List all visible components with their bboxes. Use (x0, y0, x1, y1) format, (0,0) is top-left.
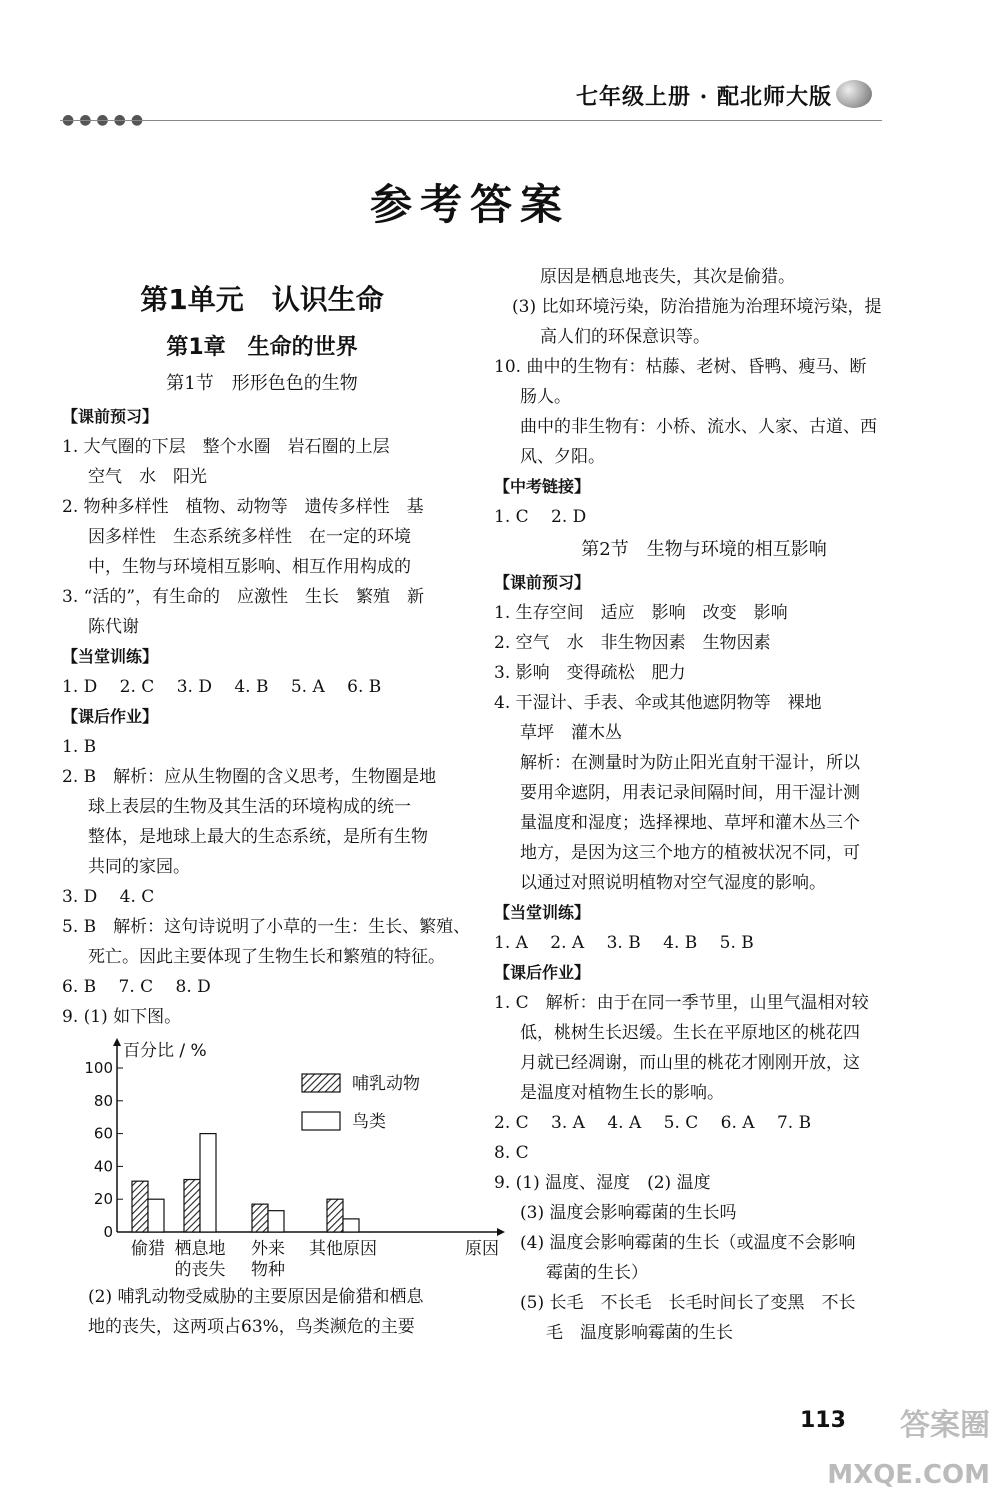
answer-line: 2. C 3. A 4. A 5. C 6. A 7. B (494, 1113, 812, 1133)
answer-line: 曲中的非生物有：小桥、流水、人家、古道、西 (520, 417, 877, 437)
answer-line: 地方，是因为这三个地方的植被状况不同，可 (520, 843, 860, 863)
y-tick-label: 40 (93, 1157, 113, 1176)
answer-line: 1. C 2. D (494, 507, 587, 527)
answer-line: 1. D 2. C 3. D 4. B 5. A 6. B (62, 677, 382, 697)
answer-line: 霉菌的生长） (546, 1263, 648, 1283)
tag-homework: 【课后作业】 (494, 963, 591, 982)
answer-line: 空气 水 阳光 (88, 467, 207, 487)
answer-line: 量温度和湿度；选择裸地、草坪和灌木丛三个 (520, 813, 860, 833)
tag-homework: 【课后作业】 (62, 707, 159, 726)
section-title: 第2节 生物与环境的相互影响 (581, 539, 827, 560)
chapter-title: 第1章 生命的世界 (166, 335, 358, 360)
y-axis-arrow (113, 1038, 121, 1046)
answer-line: 肠人。 (520, 387, 571, 407)
answer-line: 3. 影响 变得疏松 肥力 (494, 663, 686, 683)
answer-line: 地的丧失，这两项占63%，鸟类濒危的主要 (88, 1317, 415, 1337)
answer-line: 月就已经凋谢，而山里的桃花才刚刚开放，这 (520, 1053, 860, 1073)
answer-line: 低，桃树生长迟缓。生长在平原地区的桃花四 (520, 1023, 860, 1043)
answer-line: 1. C 解析：由于在同一季节里，山里气温相对较 (494, 993, 869, 1013)
answer-line: 解析：在测量时为防止阳光直射干湿计，所以 (520, 753, 860, 773)
answer-line: 1. A 2. A 3. B 4. B 5. B (494, 933, 754, 953)
answer-line: 中，生物与环境相互影响、相互作用构成的 (88, 557, 411, 577)
answer-line: 共同的家园。 (88, 857, 190, 877)
tag-pre: 【课前预习】 (494, 573, 591, 592)
answer-line: 3. D 4. C (62, 887, 155, 907)
bar-bird (200, 1134, 216, 1232)
header-rule (60, 120, 882, 121)
answer-line: 6. B 7. C 8. D (62, 977, 211, 997)
answer-line: 5. B 解析：这句诗说明了小草的一生：生长、繁殖、 (62, 917, 471, 937)
x-axis-label: 原因 (465, 1239, 499, 1259)
legend-swatch-bird (302, 1112, 340, 1130)
answer-line: 8. C (494, 1143, 529, 1163)
x-tick-label: 栖息地 (174, 1239, 226, 1259)
watermark-url: MXQE.COM (827, 1460, 990, 1490)
answer-line: 9. (1) 温度、湿度 (2) 温度 (494, 1173, 711, 1193)
x-tick-label: 的丧失 (174, 1260, 226, 1280)
tag-exam: 【中考链接】 (494, 477, 591, 496)
answer-line: 死亡。因此主要体现了生物生长和繁殖的特征。 (88, 947, 445, 967)
x-tick-label: 外来 (251, 1239, 285, 1259)
y-tick-label: 20 (93, 1190, 113, 1209)
answer-line: 2. 空气 水 非生物因素 生物因素 (494, 633, 771, 653)
answer-line: 1. B (62, 737, 97, 757)
answer-line: 4. 干湿计、手表、伞或其他遮阴物等 裸地 (494, 693, 822, 713)
ball-icon (836, 80, 872, 108)
answer-line: 原因是栖息地丧失，其次是偷猎。 (540, 267, 795, 287)
page-title: 参考答案 (369, 180, 570, 229)
answer-line: 3. “活的”，有生命的 应激性 生长 繁殖 新 (62, 587, 425, 607)
x-tick-label: 物种 (251, 1260, 285, 1280)
y-axis-label: 百分比 / % (123, 1041, 207, 1061)
y-tick-label: 80 (93, 1091, 113, 1110)
answer-line: (5) 长毛 不长毛 长毛时间长了变黑 不长 (520, 1293, 856, 1313)
bar-mammal (132, 1181, 148, 1232)
answer-line: 球上表层的生物及其生活的环境构成的统一 (88, 797, 411, 817)
answer-line: 草坪 灌木丛 (520, 723, 622, 743)
tag-class: 【当堂训练】 (494, 903, 591, 922)
answer-line: 以通过对照说明植物对空气湿度的影响。 (520, 873, 826, 893)
tag-class: 【当堂训练】 (62, 647, 159, 666)
unit-title: 第1单元 认识生命 (140, 283, 384, 316)
answer-line: 因多样性 生态系统多样性 在一定的环境 (88, 527, 411, 547)
header-dots: ●●●●● (62, 112, 149, 128)
answer-line: 陈代谢 (88, 617, 139, 637)
answer-line: 10. 曲中的生物有：枯藤、老树、昏鸭、瘦马、断 (494, 357, 867, 377)
section-title: 第1节 形形色色的生物 (166, 373, 358, 394)
y-tick-label: 100 (84, 1059, 113, 1077)
bar-mammal (327, 1199, 343, 1232)
page-number: 113 (800, 1408, 846, 1433)
answer-line: 2. 物种多样性 植物、动物等 遗传多样性 基 (62, 497, 424, 517)
x-tick-label: 其他原因 (309, 1239, 377, 1259)
y-tick-label: 0 (103, 1223, 113, 1241)
answer-line: 要用伞遮阴，用表记录间隔时间，用干湿计测 (520, 783, 860, 803)
answer-line: (3) 比如环境污染，防治措施为治理环境污染，提 (512, 297, 882, 317)
tag-pre: 【课前预习】 (62, 407, 159, 426)
legend-label: 哺乳动物 (352, 1074, 420, 1094)
left-column (62, 280, 499, 1342)
answer-line: (3) 温度会影响霉菌的生长吗 (520, 1203, 737, 1223)
answer-line: 风、夕阳。 (520, 447, 605, 467)
legend-swatch-mammal (302, 1074, 340, 1092)
answer-line: 1. 生存空间 适应 影响 改变 影响 (494, 603, 788, 623)
bar-mammal (252, 1204, 268, 1232)
bar-bird (148, 1199, 164, 1232)
book-series-label: 七年级上册 · 配北师大版 (576, 84, 832, 110)
answer-line: 9. (1) 如下图。 (62, 1007, 182, 1027)
right-column (494, 262, 914, 1348)
answer-line: 高人们的环保意识等。 (540, 327, 710, 347)
x-tick-label: 偷猎 (131, 1239, 165, 1259)
bar-bird (343, 1219, 359, 1232)
bar-mammal (184, 1180, 200, 1232)
legend-label: 鸟类 (352, 1112, 386, 1132)
answer-line: 整体，是地球上最大的生态系统，是所有生物 (88, 827, 428, 847)
answer-line: 2. B 解析：应从生物圈的含义思考，生物圈是地 (62, 767, 437, 787)
bar-chart (62, 1036, 499, 1280)
answer-line: 1. 大气圈的下层 整个水圈 岩石圈的上层 (62, 437, 390, 457)
y-tick-label: 60 (93, 1124, 113, 1143)
page-header (0, 70, 1000, 130)
answer-line: (4) 温度会影响霉菌的生长（或温度不会影响 (520, 1233, 856, 1253)
bar-bird (268, 1211, 284, 1232)
answer-line: (2) 哺乳动物受威胁的主要原因是偷猎和栖息 (88, 1287, 424, 1307)
watermark: 答案圈 (900, 1408, 990, 1443)
answer-line: 毛 温度影响霉菌的生长 (546, 1323, 733, 1343)
answer-line: 是温度对植物生长的影响。 (520, 1083, 724, 1103)
